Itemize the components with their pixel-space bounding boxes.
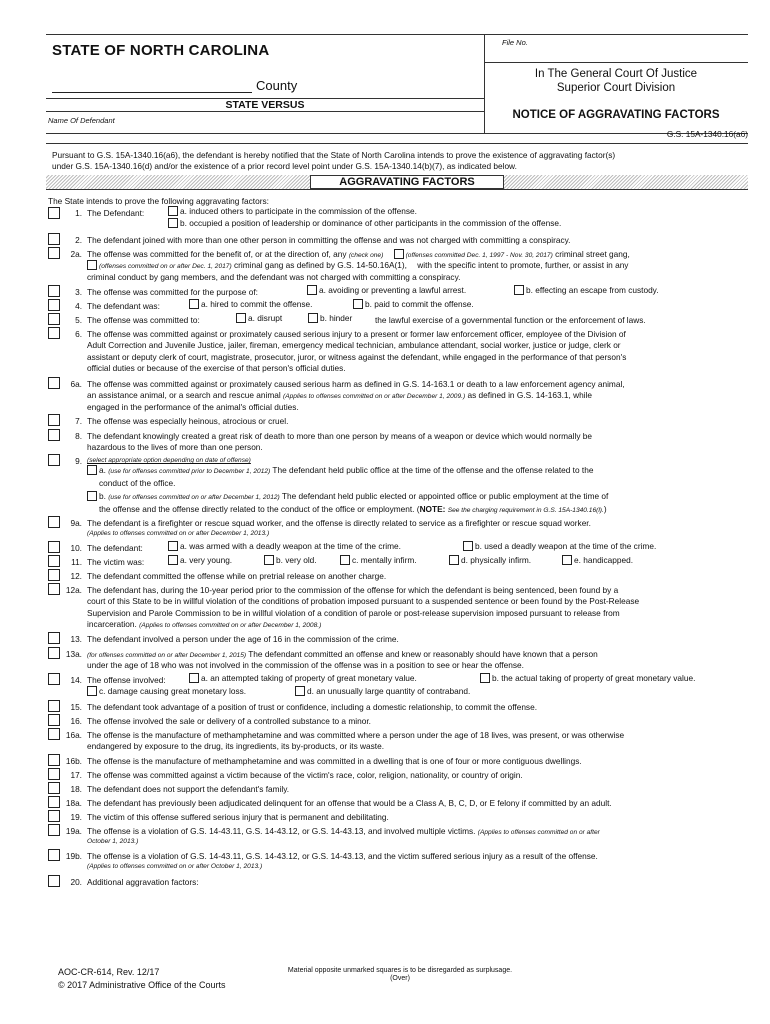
factor-14b-option: b. the actual taking of property of great monetary value. [480,673,695,683]
factor-12a-line2: court of this State to be in willful violation of the conditions of probation imposed pursuant to a suspended sentence or been found by the Post-Release [87,596,640,606]
lead-in: The State intends to prove the following aggravating factors: [48,196,269,206]
section-hatch-left [46,175,310,189]
footer-note-1: Material opposite unmarked squares is to be disregarded as surplusage. [287,967,513,974]
factor-12a-line4: incarceration. (Applies to offenses committed on or after December 1, 2008.) [87,619,322,629]
factor-19a-line1: The offense is a violation of G.S. 14-43.11, G.S. 14-43.12, or G.S. 14-43.13, and involved multiple victims. (Applies to offenses committed on or after [87,826,600,836]
factor-20-num: 20. [70,877,82,887]
factor-6-line3: assistant or deputy clerk of court, magistrate, prosecutor, juror, or witness against the defendant, while engaged in the performance of that person's [87,352,627,362]
court-line-2: Superior Court Division [556,82,676,94]
factor-10-text: The defendant: [87,543,143,553]
factor-20-text: Additional aggravation factors: [87,877,199,887]
state-title: STATE OF NORTH CAROLINA [52,42,270,59]
factor-14d-option: d. an unusually large quantity of contraband. [295,686,470,696]
factor-5a-option: a. disrupt [236,313,282,323]
factor-1-text: The Defendant: [87,208,145,218]
factor-14a-option: a. an attempted taking of property of great monetary value. [189,673,417,683]
footer-note-2: (Over) [390,975,410,982]
form-number: AOC-CR-614, Rev. 12/17 [58,967,160,977]
factor-9a2-line2: (Applies to offenses committed on or after December 1, 2013.) [87,530,270,537]
header-bottom-line [46,133,748,134]
factor-15-num: 15. [70,702,82,712]
factor-9b-option: b. (use for offenses committed on or after December 1, 2012) The defendant held public elected or appointed office or public employment at the time of [87,491,608,501]
section-title: AGGRAVATING FACTORS [310,175,504,189]
factor-12-text: The defendant committed the offense while on pretrial release on another charge. [87,571,387,581]
factor-13a-line1: (for offenses committed on or after December 1, 2015) The defendant committed an offense and knew or reasonably should have known that a person [87,649,598,659]
factor-5-num: 5. [75,315,82,325]
factor-3a-checkbox[interactable] [307,285,317,295]
factor-9b-line2: the offense and the offense directly related to the conduct of the office or employment. (NOTE: See the charging requirement in G.S. 15A-1340.16(l).) [99,504,607,514]
factor-5-text: The offense was committed to: [87,315,200,325]
factor-11c-option: c. mentally infirm. [340,555,417,565]
factor-4b-checkbox[interactable] [353,299,363,309]
factor-2a-num: 2a. [70,249,82,259]
state-versus: STATE VERSUS [225,99,305,111]
factor-11a-checkbox[interactable] [168,555,178,565]
factor-11a-option: a. very young. [168,555,232,565]
factor-16b-num: 16b. [65,756,82,766]
factor-13-text: The defendant involved a person under the age of 16 in the commission of the crime. [87,634,399,644]
factor-11b-option: b. very old. [264,555,317,565]
factor-9-num: 9. [75,456,82,466]
factor-2a-line3: criminal conduct by gang members, and the defendant was not charged with committing a conspiracy. [87,272,461,282]
factor-4a-checkbox[interactable] [189,299,199,309]
factor-8-num: 8. [75,431,82,441]
factor-12a-line3: Supervision and Parole Commission to be in willful violation of a condition of parole or post-release supervision imposed pursuant to release from [87,608,620,618]
factor-6-num: 6. [75,329,82,339]
factor-14c-option: c. damage causing great monetary loss. [87,686,246,696]
factor-9a-line2: conduct of the office. [99,478,176,488]
factor-5b-checkbox[interactable] [308,313,318,323]
factor-10-num: 10. [70,543,82,553]
factor-1a-checkbox[interactable] [168,206,178,216]
factor-9b-checkbox[interactable] [87,491,97,501]
factor-15-text: The defendant took advantage of a position of trust or confidence, including a domestic relationship, to commit the offense. [87,702,537,712]
factor-18-num: 18. [70,784,82,794]
factor-11c-checkbox[interactable] [340,555,350,565]
factor-2a-line1: The offense was committed for the benefit of, or at the direction of, any (check one) (offenses committed Dec. 1, 1997 - Nov. 30, 2017) criminal street gang, [87,249,630,259]
factor-10a-checkbox[interactable] [168,541,178,551]
factor-14b-checkbox[interactable] [480,673,490,683]
factor-2a-line2: (offenses committed on or after Dec. 1, 2017) criminal gang as defined by G.S. 14-50.16A(1), with the specific intent to promote, further, or assist in any [87,260,628,270]
factor-19-text: The victim of this offense suffered serious injury that is permanent and debilitating. [87,812,389,822]
factor-9a-option: a. (use for offenses committed prior to December 1, 2012) The defendant held public office at the time of the offense and the offense related to the [87,465,593,475]
copyright: © 2017 Administrative Office of the Courts [58,980,226,990]
factor-9-note: (select appropriate option depending on date of offense) [87,457,251,464]
factor-6-line1: The offense was committed against or proximately caused serious injury to a present or former law enforcement officer, employee of the Division of [87,329,626,339]
factor-3a-option: a. avoiding or preventing a lawful arrest. [307,285,466,295]
factor-1-num: 1. [75,208,82,218]
factor-12-num: 12. [70,571,82,581]
factor-19b-line2: (Applies to offenses committed on or after October 1, 2013.) [87,863,263,870]
factor-12a-num: 12a. [65,585,82,595]
factor-19b-num: 19b. [65,851,82,861]
factor-4-num: 4. [75,301,82,311]
top-border [46,34,748,35]
factor-8-line2: hazardous to the lives of more than one person. [87,442,263,452]
factor-16a-line1: The offense is the manufacture of methamphetamine and was committed where a person under the age of 18 lives, was present, or was otherwise [87,730,625,740]
factor-19b-line1: The offense is a violation of G.S. 14-43.11, G.S. 14-43.12, or G.S. 14-43.13, and the victim suffered serious injury as a result of the offense. [87,851,598,861]
factor-13-num: 13. [70,634,82,644]
section-hatch-right [504,175,748,189]
statute-line [46,143,748,144]
factor-14-text: The offense involved: [87,675,166,685]
factor-11-num: 11. [71,557,82,567]
factor-2a-street-gang-checkbox[interactable] [394,249,404,259]
notice-title: NOTICE OF AGGRAVATING FACTORS [512,109,720,121]
factor-16b-text: The offense is the manufacture of methamphetamine and was committed in a dwelling that is one of four or more contiguous dwellings. [87,756,582,766]
factor-4b-option: b. paid to commit the offense. [353,299,474,309]
factor-2-num: 2. [75,235,82,245]
factor-14-num: 14. [70,675,82,685]
factor-1b-option: b. occupied a position of leadership or dominance of other participants in the commission of the offense. [168,218,561,228]
factor-1b-checkbox[interactable] [168,218,178,228]
factor-14a-checkbox[interactable] [189,673,199,683]
factor-13a-line2: under the age of 18 who was not involved in the commission of the offense was in a position to see or hear the offense. [87,660,524,670]
court-line-1: In The General Court Of Justice [534,68,698,80]
factor-5a-checkbox[interactable] [236,313,246,323]
factor-6-line2: Adult Correction and Juvenile Justice, jailer, fireman, emergency medical technician, ambulance attendant, social worker, justice or judge, clerk or [87,340,621,350]
factor-3b-checkbox[interactable] [514,285,524,295]
defendant-label: Name Of Defendant [48,116,115,125]
factor-11-text: The victim was: [87,557,145,567]
factor-7-text: The offense was especially heinous, atrocious or cruel. [87,416,289,426]
factor-17-text: The offense was committed against a victim because of the victim's race, color, religion, nationality, or country of origin. [87,770,523,780]
factor-11e-checkbox[interactable] [562,555,572,565]
factor-11e-option: e. handicapped. [562,555,633,565]
factor-3-num: 3. [75,287,82,297]
factor-4-text: The defendant was: [87,301,160,311]
factor-2-text: The defendant joined with more than one other person in committing the offense and was not charged with committing a conspiracy. [87,235,571,245]
factor-10b-option: b. used a deadly weapon at the time of the crime. [463,541,656,551]
factor-3b-option: b. effecting an escape from custody. [514,285,659,295]
factor-6-line4: official duties or because of the exercise of that person's official duties. [87,363,346,373]
factor-7-num: 7. [75,416,82,426]
factor-13a-num: 13a. [65,649,82,659]
factor-3-text: The offense was committed for the purpose of: [87,287,258,297]
factor-10a-option: a. was armed with a deadly weapon at the time of the crime. [168,541,401,551]
factor-16a-line2: endangered by exposure to the drug, its ingredients, its by-products, or its waste. [87,741,385,751]
factor-4a-option: a. hired to commit the offense. [189,299,312,309]
factor-11d-option: d. physically infirm. [449,555,531,565]
file-no-label: File No. [502,38,528,47]
factor-9a-checkbox[interactable] [87,465,97,475]
factor-11d-checkbox[interactable] [449,555,459,565]
factor-5b-option: b. hinder [308,313,352,323]
factor-19-num: 19. [70,812,82,822]
additional-factors-input[interactable] [87,890,737,950]
factor-16-text: The offense involved the sale or delivery of a controlled substance to a minor. [87,716,371,726]
factor-6a-line1: The offense was committed against or proximately caused serious harm as defined in G.S. 14-163.1 or death to a law enforcement agency animal, [87,379,625,389]
factor-6a-line2: an assistance animal, or a search and rescue animal (Applies to offenses committed on or after December 1, 2009.) as defined in G.S. 14-163.1, while [87,390,593,400]
factor-6a-num: 6a. [70,379,82,389]
file-no-line [484,62,748,63]
factor-14d-checkbox[interactable] [295,686,305,696]
factor-16a-num: 16a. [65,730,82,740]
factor-12a-line1: The defendant has, during the 10-year period prior to the commission of the offense for which the defendant is being sentenced, been found by a [87,585,619,595]
factor-2a-criminal-gang-checkbox[interactable] [87,260,97,270]
factor-6a-line3: engaged in the performance of the animal's official duties. [87,402,299,412]
factor-5-tail: the lawful exercise of a governmental function or the enforcement of laws. [375,315,646,325]
county-input[interactable] [52,78,252,93]
factor-8-line1: The defendant knowingly created a great risk of death to more than one person by means of a weapon or device which would normally be [87,431,593,441]
section-bottom-line [46,189,748,190]
factor-16-num: 16. [70,716,82,726]
factor-11b-checkbox[interactable] [264,555,274,565]
factor-9a2-line1: The defendant is a firefighter or rescue squad worker, and the offense is directly related to service as a firefighter or rescue squad worker. [87,518,591,528]
factor-17-num: 17. [70,770,82,780]
factor-19a-num: 19a. [65,826,82,836]
factor-18a-num: 18a. [65,798,82,808]
factor-1a-option: a. induced others to participate in the commission of the offense. [168,206,417,216]
statute-ref: G.S. 15A-1340.16(a6) [666,129,748,139]
factor-18a-text: The defendant has previously been adjudicated delinquent for an offense that would be a Class A, B, C, D, or E felony if committed by an adult. [87,798,612,808]
intro-line-1: Pursuant to G.S. 15A-1340.16(a6), the defendant is hereby notified that the State of North Carolina intends to prove the existence of aggravating factor(s) [52,150,616,160]
factor-10b-checkbox[interactable] [463,541,473,551]
factor-18-text: The defendant does not support the defendant's family. [87,784,290,794]
factor-9a2-num: 9a. [70,518,82,528]
factor-14c-checkbox[interactable] [87,686,97,696]
intro-line-2: under G.S. 15A-1340.16(d) and/or the existence of a prior record level point under G.S. 15A-1340.14(b)(7), as indicated below. [52,161,517,171]
factor-19a-line2: October 1, 2013.) [87,838,139,845]
county-label: County [256,78,298,93]
